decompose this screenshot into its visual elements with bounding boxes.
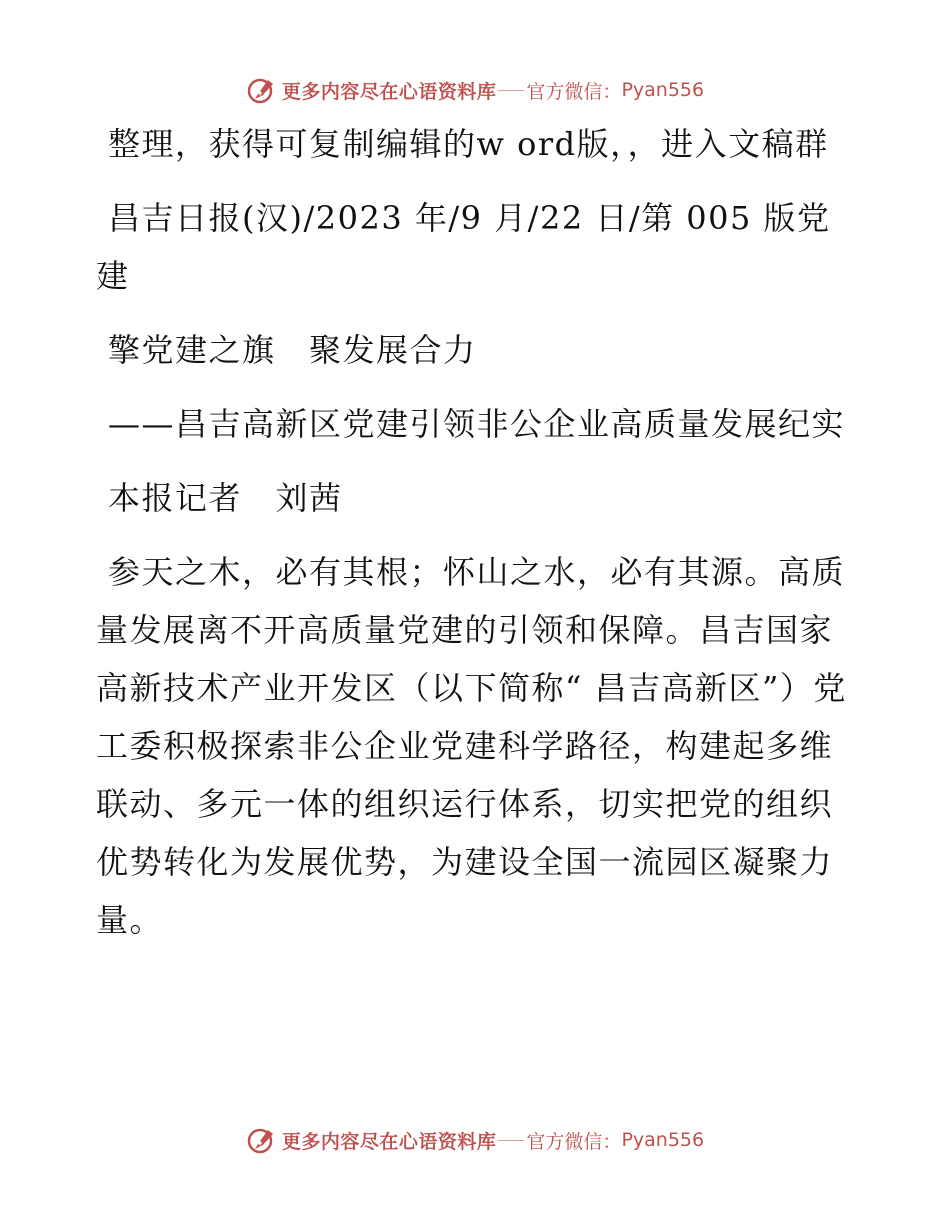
- wechat-label: 官方微信：: [526, 80, 622, 103]
- wechat-label: 官方微信：: [526, 1130, 622, 1153]
- brand-text: 更多内容尽在心语资料库: [281, 80, 497, 103]
- article-subtitle: ——昌吉高新区党建引领非公企业高质量发展纪实: [108, 405, 846, 443]
- byline: 本报记者 刘茜: [108, 479, 343, 517]
- spacer: [96, 379, 856, 395]
- source-line: 昌吉日报(汉)/2023 年/9 月/22 日/第 005 版党建: [96, 199, 831, 295]
- wechat-id: Pyan556: [621, 79, 705, 101]
- body-paragraph: 参天之木，必有其根；怀山之水，必有其源。高质量发展离不开高质量党建的引领和保障。昌吉国家高新技术产业开发区（以下简称“ 昌吉高新区”）党工委积极探索非公企业党建科学路径，构建起多维联动、多元一体的组织运行体系，切实把党的组织优势转化为发展优势，为建设全国一流园区凝聚力量。: [96, 553, 847, 939]
- spacer: [96, 173, 856, 189]
- intro-paragraph: 整理，获得可复制编辑的w ord版，，进入文稿群: [108, 125, 829, 163]
- divider: [498, 1140, 524, 1141]
- brand-text: 更多内容尽在心语资料库: [281, 1130, 497, 1153]
- spacer: [96, 453, 856, 469]
- pen-nib-circle-icon: [246, 74, 278, 106]
- header-banner: [0, 70, 950, 110]
- pen-nib-circle-icon: [246, 1124, 278, 1156]
- document-body: [96, 115, 856, 949]
- article-title: 擎党建之旗 聚发展合力: [108, 331, 477, 369]
- footer-banner: [0, 1120, 950, 1160]
- spacer: [96, 305, 856, 321]
- divider: [498, 90, 524, 91]
- spacer: [96, 527, 856, 543]
- wechat-id: Pyan556: [621, 1129, 705, 1151]
